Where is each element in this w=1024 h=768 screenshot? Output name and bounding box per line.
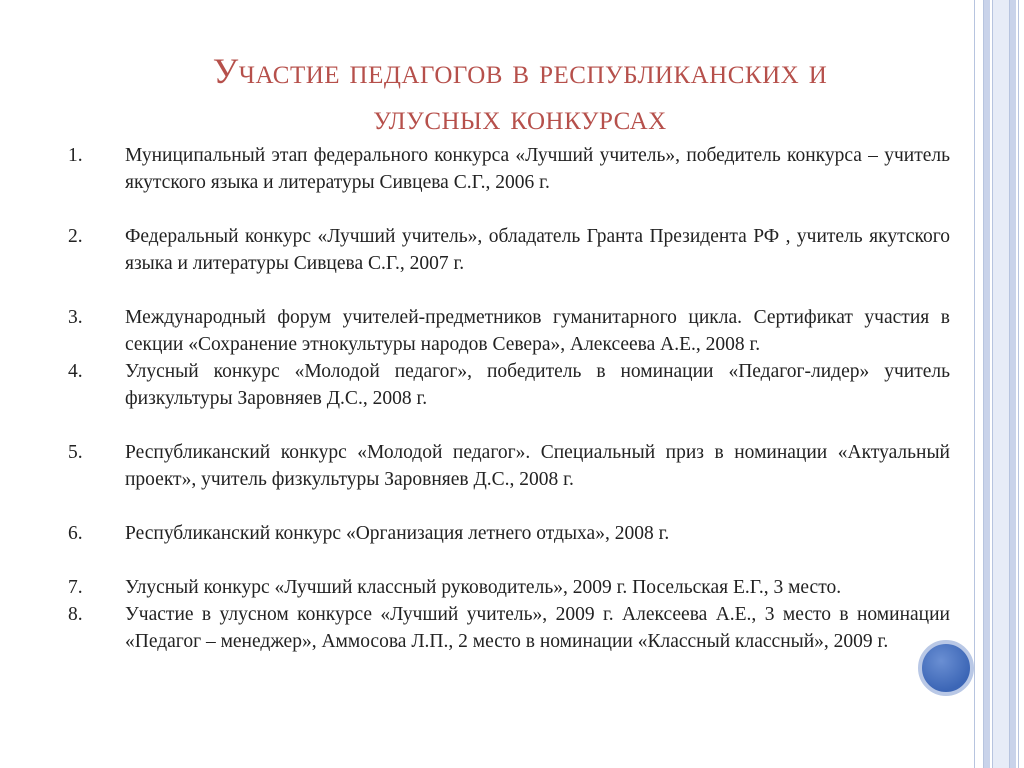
item-text: Улусный конкурс «Молодой педагог», победитель в номинации «Педагог-лидер» учитель физкультуры Заровняев Д.С., 2008 г. <box>125 361 950 409</box>
item-text: Международный форум учителей-предметников гуманитарного цикла. Сертификат участия в секции «Сохранение этнокультуры народов Севера», Алексеева А.Е., 2008 г. <box>125 307 950 355</box>
stripe <box>1010 0 1016 768</box>
list-item <box>68 520 950 547</box>
item-number: 1. <box>68 145 83 166</box>
item-number: 2. <box>68 226 83 247</box>
stripe <box>984 0 990 768</box>
item-number: 5. <box>68 442 83 463</box>
list-item <box>68 304 950 358</box>
stripe <box>992 0 1010 768</box>
item-text: Республиканский конкурс «Организация летнего отдыха», 2008 г. <box>125 523 670 544</box>
item-text: Республиканский конкурс «Молодой педагог». Специальный приз в номинации «Актуальный проект», учитель физкультуры Заровняев Д.С., 2008 г. <box>125 442 950 490</box>
stripe <box>974 0 984 768</box>
list-item <box>68 142 950 196</box>
item-text: Федеральный конкурс «Лучший учитель», обладатель Гранта Президента РФ , учитель якутского языка и литературы Сивцева С.Г., 2007 г. <box>125 226 950 274</box>
title-line-2: улусных конкурсах <box>373 97 667 137</box>
list-item <box>68 358 950 412</box>
list-item <box>68 601 950 655</box>
contest-list <box>68 142 950 655</box>
stripe <box>1018 0 1024 768</box>
item-number: 7. <box>68 577 83 598</box>
item-number: 3. <box>68 307 83 328</box>
list-item <box>68 439 950 493</box>
item-number: 8. <box>68 604 83 625</box>
title-line-1: Участие педагогов в республиканских и <box>212 51 828 91</box>
slide-title <box>60 48 980 140</box>
item-text: Улусный конкурс «Лучший классный руководитель», 2009 г. Посельская Е.Г., 3 место. <box>125 577 842 598</box>
list-item <box>68 223 950 277</box>
item-text: Участие в улусном конкурсе «Лучший учитель», 2009 г. Алексеева А.Е., 3 место в номинации «Педагог – менеджер», Аммосова Л.П., 2 место в номинации «Классный классный», 2009 г. <box>125 604 950 652</box>
item-number: 6. <box>68 523 83 544</box>
decorative-circle <box>918 640 974 696</box>
decorative-stripes <box>974 0 1024 768</box>
item-number: 4. <box>68 361 83 382</box>
item-text: Муниципальный этап федерального конкурса «Лучший учитель», победитель конкурса – учитель якутского языка и литературы Сивцева С.Г., 2006 г. <box>125 145 950 193</box>
list-item <box>68 574 950 601</box>
